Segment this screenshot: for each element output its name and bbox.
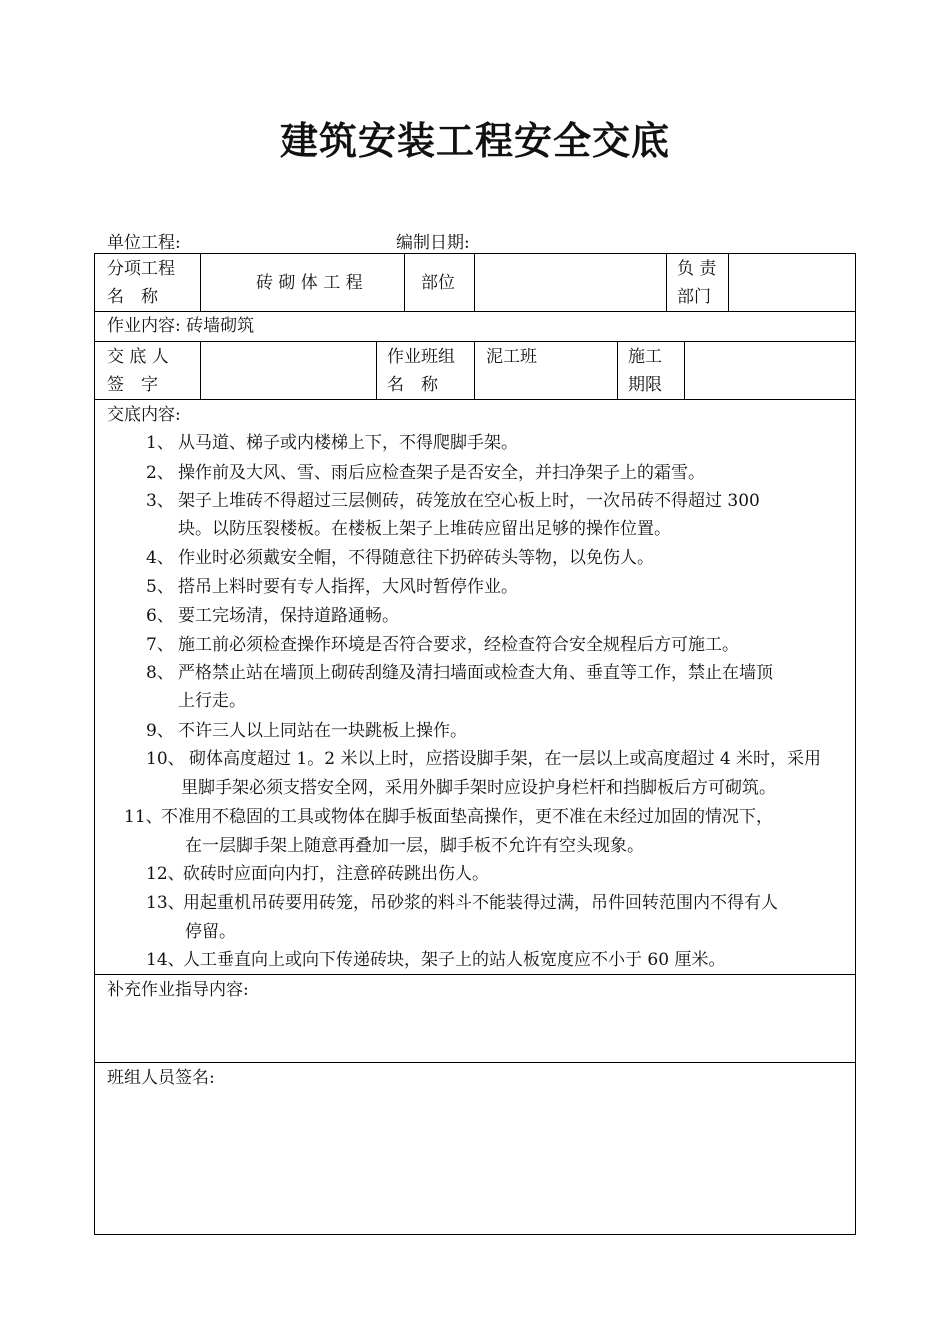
list-item: 8、: [146, 663, 174, 683]
responsible-dept-label: 部门: [677, 287, 711, 307]
list-item: 4、: [146, 548, 174, 568]
list-item-text: 砍砖时应面向内打，注意碎砖跳出伤人。: [183, 864, 489, 884]
table-border: [94, 974, 856, 975]
table-border: [474, 341, 475, 399]
list-item-text: 操作前及大风、雪、雨后应检查架子是否安全，并扫净架子上的霜雪。: [178, 463, 705, 483]
list-item-text: 块。以防压裂楼板。在楼板上架子上堆砖应留出足够的操作位置。: [178, 519, 671, 539]
briefing-content-label: 交底内容:: [107, 405, 181, 425]
list-item-text: 作业时必须戴安全帽，不得随意往下扔碎砖头等物，以免伤人。: [178, 548, 654, 568]
team-signature-label: 班组人员签名:: [107, 1068, 215, 1088]
list-item: 13、: [146, 893, 185, 913]
table-border: [376, 341, 377, 399]
team-name-label: 作业班组: [387, 347, 455, 367]
table-border: [94, 399, 856, 400]
table-border: [94, 1234, 856, 1235]
list-item-text: 砌体高度超过 1。2 米以上时，应搭设脚手架，在一层以上或高度超过 4 米时，采用: [189, 749, 822, 769]
signer-label: 交 底 人: [107, 347, 169, 367]
list-item: 1、: [146, 433, 174, 453]
signer-label: 签 字: [107, 375, 158, 395]
table-border: [855, 253, 856, 1235]
list-item-text: 里脚手架必须支搭安全网，采用外脚手架时应设护身栏杆和挡脚板后方可砌筑。: [181, 778, 776, 798]
list-item: 10、: [146, 749, 185, 769]
table-border: [728, 253, 729, 311]
list-item-text: 施工前必须检查操作环境是否符合要求，经检查符合安全规程后方可施工。: [178, 635, 739, 655]
table-border: [404, 253, 405, 311]
list-item-text: 要工完场清，保持道路通畅。: [178, 606, 399, 626]
list-item: 9、: [146, 721, 174, 741]
page-title: 建筑安装工程安全交底: [279, 118, 670, 163]
table-border: [200, 253, 201, 311]
list-item: 14、: [146, 950, 185, 970]
list-item: 2、: [146, 463, 174, 483]
list-item-text: 不准用不稳固的工具或物体在脚手板面垫高操作，更不准在未经过加固的情况下，: [161, 807, 773, 827]
compile-date-label: 编制日期:: [396, 233, 470, 253]
list-item-text: 搭吊上料时要有专人指挥，大风时暂停作业。: [178, 577, 518, 597]
table-border: [200, 341, 201, 399]
team-name-label: 名 称: [387, 375, 438, 395]
list-item-text: 用起重机吊砖要用砖笼，吊砂浆的料斗不能装得过满，吊件回转范围内不得有人: [183, 893, 778, 913]
list-item-text: 停留。: [185, 922, 236, 942]
table-border: [94, 253, 95, 1235]
unit-project-label: 单位工程:: [107, 233, 181, 253]
list-item: 7、: [146, 635, 174, 655]
construction-period-label: 施工: [628, 347, 662, 367]
list-item: 6、: [146, 606, 174, 626]
list-item-text: 人工垂直向上或向下传递砖块，架子上的站人板宽度应不小于 60 厘米。: [183, 950, 726, 970]
table-border: [474, 253, 475, 311]
list-item: 12、: [146, 864, 185, 884]
sub-project-label: 名 称: [107, 287, 158, 307]
list-item-text: 不许三人以上同站在一块跳板上操作。: [178, 721, 467, 741]
sub-project-value: 砖 砌 体 工 程: [256, 273, 363, 293]
list-item-text: 架子上堆砖不得超过三层侧砖，砖笼放在空心板上时，一次吊砖不得超过 300: [178, 491, 760, 511]
sub-project-label: 分项工程: [107, 259, 175, 279]
list-item-text: 从马道、梯子或内楼梯上下，不得爬脚手架。: [178, 433, 518, 453]
list-item: 11、: [124, 807, 163, 827]
table-border: [94, 253, 856, 254]
construction-period-label: 期限: [628, 375, 662, 395]
list-item-text: 上行走。: [178, 691, 246, 711]
team-name-value: 泥工班: [486, 347, 537, 367]
location-label: 部位: [421, 273, 455, 293]
list-item: 5、: [146, 577, 174, 597]
table-border: [684, 341, 685, 399]
list-item-text: 在一层脚手架上随意再叠加一层，脚手板不允许有空头现象。: [185, 836, 644, 856]
work-content: 作业内容: 砖墙砌筑: [107, 316, 255, 336]
responsible-dept-label: 负 责: [677, 259, 717, 279]
table-border: [94, 1062, 856, 1063]
list-item-text: 严格禁止站在墙顶上砌砖刮缝及清扫墙面或检查大角、垂直等工作，禁止在墙顶: [178, 663, 773, 683]
list-item: 3、: [146, 491, 174, 511]
supplement-label: 补充作业指导内容:: [107, 980, 249, 1000]
table-border: [94, 341, 856, 342]
table-border: [666, 253, 667, 311]
table-border: [617, 341, 618, 399]
